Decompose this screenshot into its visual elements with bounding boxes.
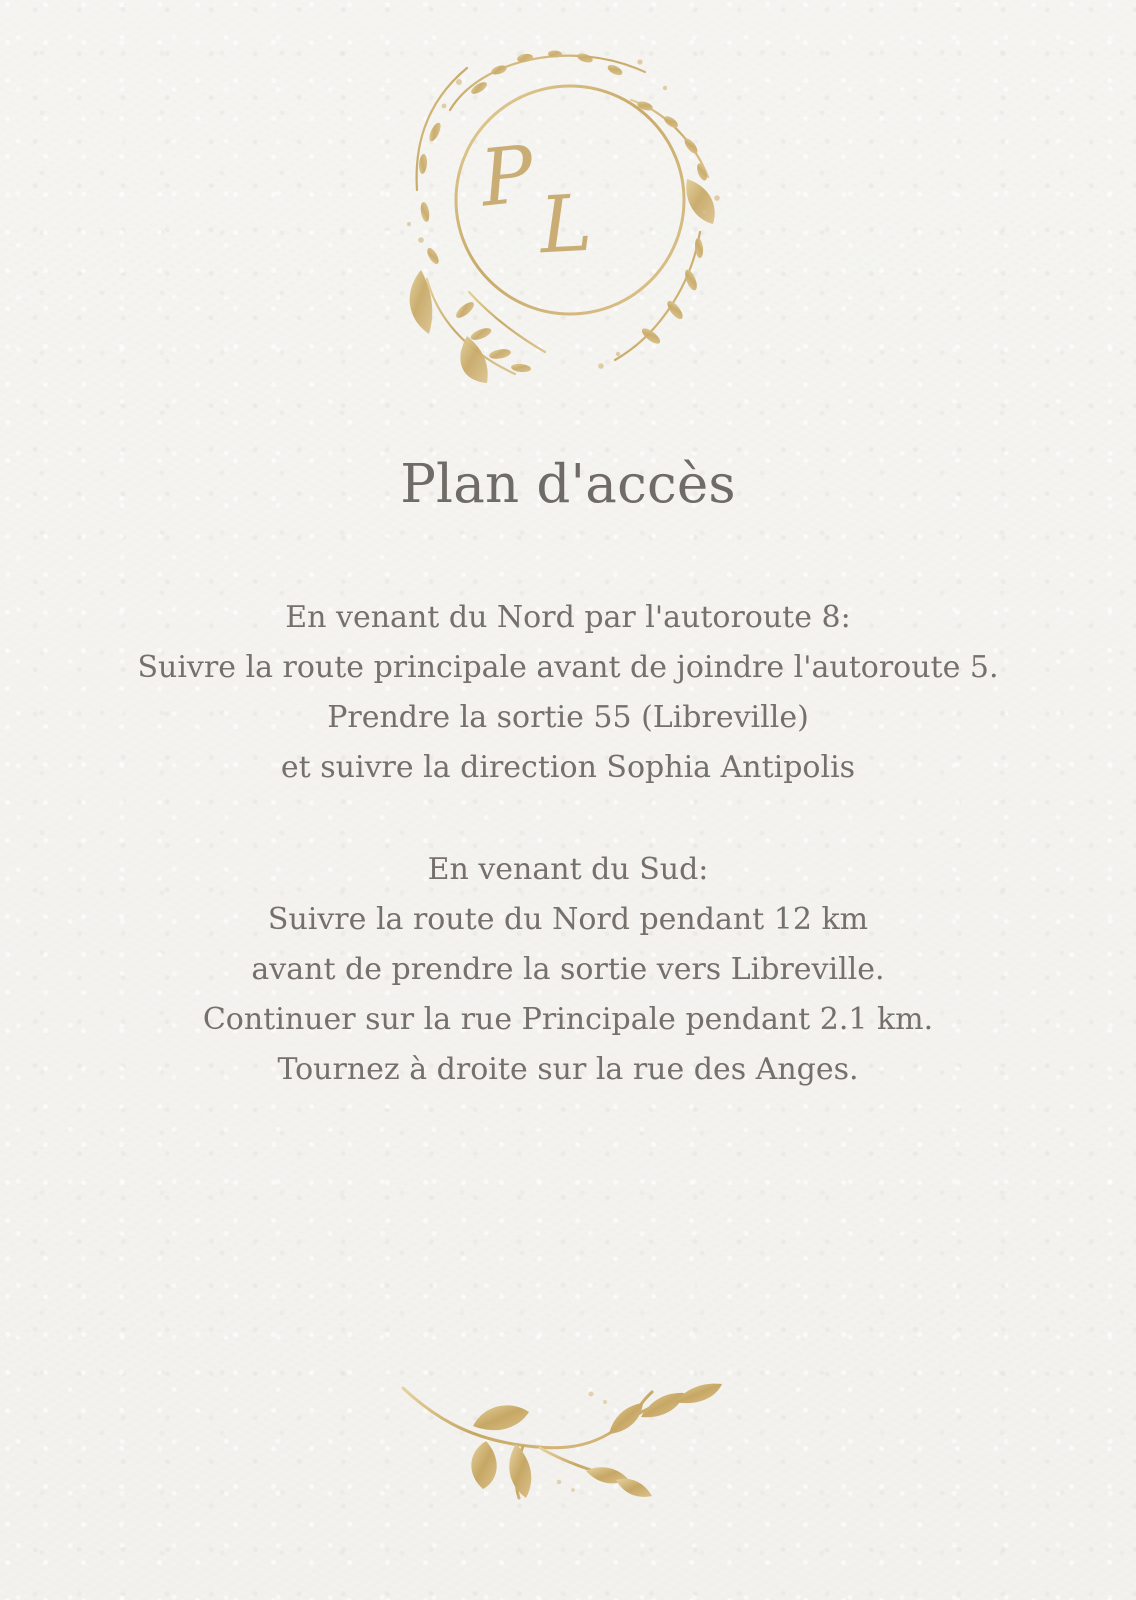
north-line-2: Suivre la route principale avant de joindre l'autoroute 5. <box>137 650 999 685</box>
south-directions <box>100 845 1036 1095</box>
north-line-3: Prendre la sortie 55 (Libreville) <box>327 700 809 735</box>
south-line-2: Suivre la route du Nord pendant 12 km <box>267 902 869 937</box>
north-line-1: En venant du Nord par l'autoroute 8: <box>285 600 851 635</box>
south-line-3: avant de prendre la sortie vers Libreville. <box>251 952 885 987</box>
page-title: Plan d'accès <box>400 454 736 515</box>
south-line-1: En venant du Sud: <box>427 852 709 887</box>
north-directions <box>100 593 1036 793</box>
south-line-5: Tournez à droite sur la rue des Anges. <box>277 1052 859 1087</box>
monogram-letter-p: P <box>476 129 539 225</box>
monogram-letter-l: L <box>537 178 595 272</box>
south-line-4: Continuer sur la rue Principale pendant 2.1 km. <box>202 1002 934 1037</box>
north-line-4: et suivre la direction Sophia Antipolis <box>280 750 856 785</box>
gold-branch-icon <box>395 1378 745 1528</box>
monogram-wreath-icon <box>395 34 740 386</box>
